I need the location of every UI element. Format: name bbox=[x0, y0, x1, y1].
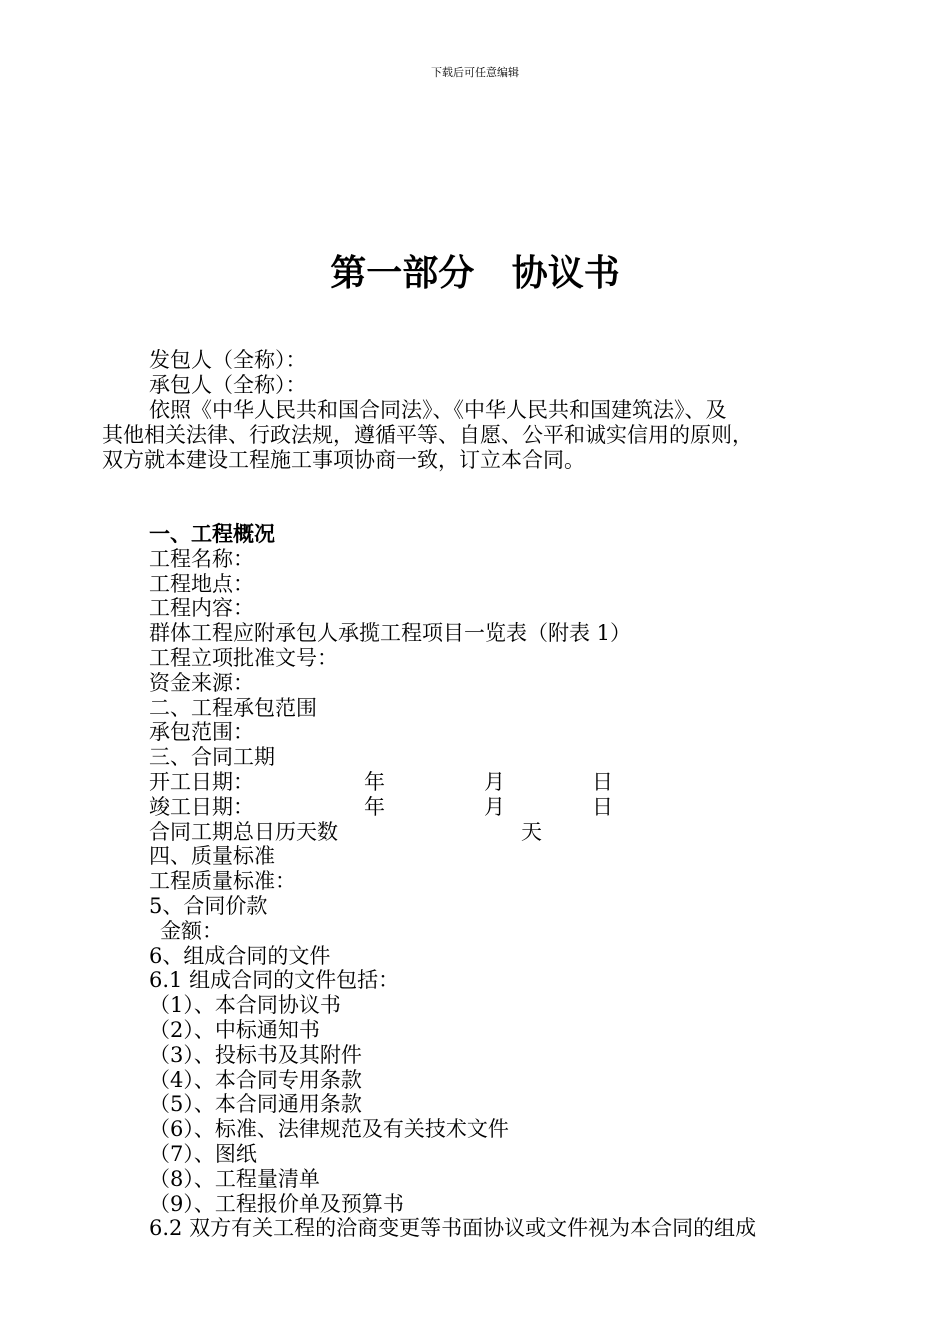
quality-standard-line: 工程质量标准： bbox=[149, 869, 296, 894]
agreement-body bbox=[102, 522, 862, 1241]
end-date-line bbox=[102, 795, 862, 820]
total-days-label: 合同工期总日历天数 bbox=[149, 819, 338, 844]
section-2-heading: 二、工程承包范围 bbox=[149, 695, 317, 720]
start-year-label: 年 bbox=[364, 769, 385, 794]
section-4-heading: 四、质量标准 bbox=[149, 844, 275, 869]
project-location-line: 工程地点： bbox=[149, 571, 254, 596]
section-1-heading: 一、工程概况 bbox=[149, 521, 275, 546]
clause-6-2: 6.2 双方有关工程的洽商变更等书面协议或文件视为本合同的组成 bbox=[149, 1216, 757, 1241]
contractor-line: 承包人（全称）： bbox=[149, 373, 307, 397]
section-5-heading: 5、合同价款 bbox=[149, 893, 268, 918]
document-title: 第一部分 协议书 bbox=[330, 252, 620, 294]
basis-line-3: 双方就本建设工程施工事项协商一致，订立本合同。 bbox=[102, 448, 585, 472]
project-name-line: 工程名称： bbox=[149, 546, 254, 571]
contract-document-item: （2）、中标通知书 bbox=[149, 1017, 320, 1042]
page-header-note: 下载后可任意编辑 bbox=[431, 66, 519, 79]
end-day-label: 日 bbox=[592, 794, 613, 819]
approval-number-line: 工程立项批准文号： bbox=[149, 645, 338, 670]
project-content-line: 工程内容： bbox=[149, 596, 254, 621]
days-unit-label: 天 bbox=[521, 819, 542, 844]
basis-line-1: 依照《中华人民共和国合同法》、《中华人民共和国建筑法》、及 bbox=[149, 398, 727, 422]
end-date-label: 竣工日期： bbox=[149, 794, 254, 819]
contract-document-item: （8）、工程量清单 bbox=[149, 1166, 320, 1191]
group-project-note: 群体工程应附承包人承揽工程项目一览表（附表 1） bbox=[149, 621, 632, 646]
contract-document-item: （3）、投标书及其附件 bbox=[149, 1042, 362, 1067]
start-month-label: 月 bbox=[484, 769, 505, 794]
end-month-label: 月 bbox=[484, 794, 505, 819]
section-3-heading: 三、合同工期 bbox=[149, 745, 275, 770]
agreement-intro bbox=[102, 348, 850, 473]
contract-document-item: （1）、本合同协议书 bbox=[149, 993, 341, 1018]
contract-document-item: （4）、本合同专用条款 bbox=[149, 1067, 362, 1092]
start-date-label: 开工日期： bbox=[149, 769, 254, 794]
contract-document-item: （6）、标准、法律规范及有关技术文件 bbox=[149, 1117, 509, 1142]
total-days-line bbox=[102, 820, 862, 845]
start-date-line bbox=[102, 770, 862, 795]
start-day-label: 日 bbox=[592, 769, 613, 794]
basis-line-2: 其他相关法律、行政法规，遵循平等、自愿、公平和诚实信用的原则， bbox=[102, 423, 753, 447]
amount-line: 金额： bbox=[160, 918, 223, 943]
funding-source-line: 资金来源： bbox=[149, 670, 254, 695]
scope-line: 承包范围： bbox=[149, 720, 254, 745]
end-year-label: 年 bbox=[364, 794, 385, 819]
contract-document-item: （5）、本合同通用条款 bbox=[149, 1092, 362, 1117]
clause-6-1: 6.1 组成合同的文件包括： bbox=[149, 968, 400, 993]
employer-line: 发包人（全称）： bbox=[149, 348, 307, 372]
section-6-heading: 6、组成合同的文件 bbox=[149, 943, 331, 968]
contract-document-item: （7）、图纸 bbox=[149, 1141, 257, 1166]
contract-document-item: （9）、工程报价单及预算书 bbox=[149, 1191, 404, 1216]
